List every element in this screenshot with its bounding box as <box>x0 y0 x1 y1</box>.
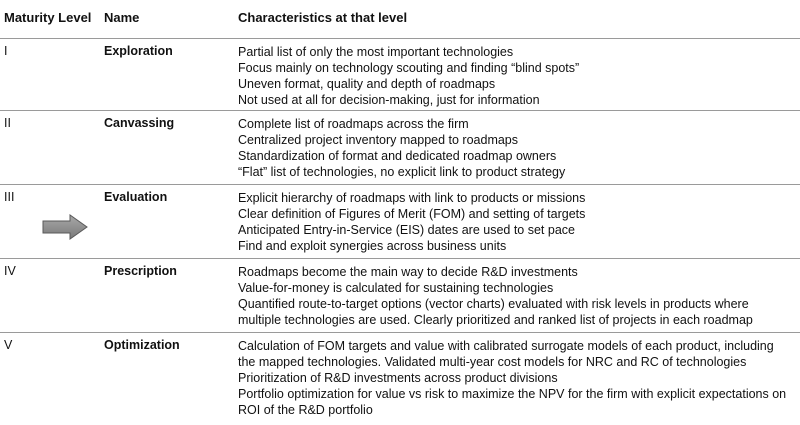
characteristic-line: Clear definition of Figures of Merit (FOM) and setting of targets <box>238 207 586 221</box>
header-maturity-level: Maturity Level <box>4 10 92 25</box>
row-name: Canvassing <box>104 116 175 130</box>
characteristic-line: Anticipated Entry-in-Service (EIS) dates are used to set pace <box>238 223 575 237</box>
table-row <box>0 258 800 333</box>
characteristic-line: Not used at all for decision-making, just for information <box>238 93 540 107</box>
characteristic-line: Standardization of format and dedicated roadmap owners <box>238 149 557 163</box>
row-name: Evaluation <box>104 190 168 204</box>
characteristic-line: ROI of the R&D portfolio <box>238 403 373 417</box>
characteristic-line: Calculation of FOM targets and value with calibrated surrogate models of each product, including <box>238 339 774 353</box>
row-name: Exploration <box>104 44 173 58</box>
table-row <box>0 110 800 185</box>
characteristic-line: Explicit hierarchy of roadmaps with link to products or missions <box>238 191 586 205</box>
characteristic-line: Centralized project inventory mapped to roadmaps <box>238 133 519 147</box>
row-characteristics <box>238 264 753 328</box>
row-name: Optimization <box>104 338 180 352</box>
characteristic-line: Uneven format, quality and depth of roadmaps <box>238 77 496 91</box>
row-level: III <box>4 190 15 204</box>
row-level: II <box>4 116 11 130</box>
characteristic-line: Roadmaps become the main way to decide R&D investments <box>238 265 578 279</box>
characteristic-line: Focus mainly on technology scouting and finding “blind spots” <box>238 61 580 75</box>
row-characteristics <box>238 116 565 180</box>
row-characteristics <box>238 44 579 108</box>
table-row <box>0 332 800 424</box>
characteristic-line: Find and exploit synergies across business units <box>238 239 507 253</box>
row-level: IV <box>4 264 16 278</box>
characteristic-line: Partial list of only the most important technologies <box>238 45 514 59</box>
characteristic-line: Prioritization of R&D investments across product divisions <box>238 371 558 385</box>
characteristic-line: Quantified route-to-target options (vector charts) evaluated with risk levels in products where <box>238 297 749 311</box>
header-characteristics: Characteristics at that level <box>238 10 408 25</box>
table-header <box>0 0 800 39</box>
characteristic-line: Complete list of roadmaps across the firm <box>238 117 469 131</box>
right-arrow-icon <box>42 214 88 240</box>
characteristic-line: the mapped technologies. Validated multi-year cost models for NRC and RC of technologies <box>238 355 747 369</box>
characteristic-line: multiple technologies are used. Clearly prioritized and ranked list of projects in each roadmap <box>238 313 753 327</box>
characteristic-line: Portfolio optimization for value vs risk to maximize the NPV for the firm with explicit expectations on <box>238 387 787 401</box>
header-name: Name <box>104 10 140 25</box>
characteristic-line: Value-for-money is calculated for sustaining technologies <box>238 281 554 295</box>
table-row <box>0 184 800 259</box>
row-level: V <box>4 338 13 352</box>
row-characteristics <box>238 190 585 254</box>
row-characteristics <box>238 338 786 418</box>
table-row <box>0 38 800 111</box>
row-level: I <box>4 44 8 58</box>
row-name: Prescription <box>104 264 177 278</box>
characteristic-line: “Flat” list of technologies, no explicit link to product strategy <box>238 165 566 179</box>
